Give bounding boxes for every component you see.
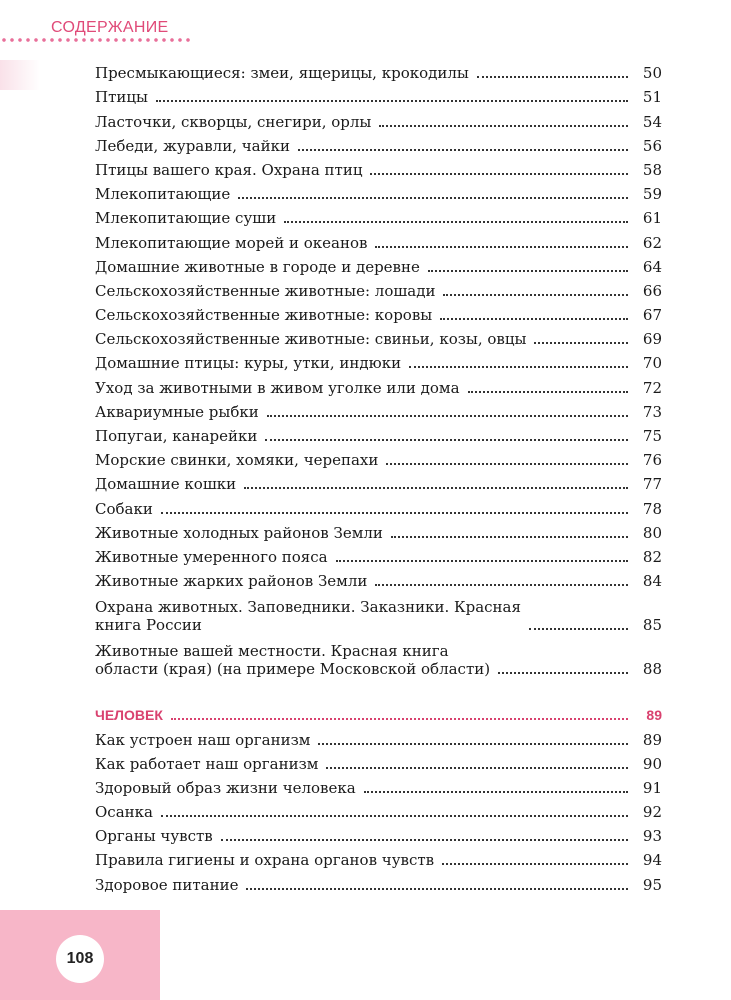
- toc-entry: [95, 566, 662, 590]
- dot-leader: [443, 294, 628, 296]
- toc-entry-title-line: Животные холодных районов Земли: [95, 523, 383, 542]
- dot-leader: [364, 791, 628, 793]
- toc-page-number: 89: [642, 730, 662, 749]
- toc-entry-title-line: Попугаи, канарейки: [95, 427, 258, 445]
- toc-page-number: 61: [642, 209, 662, 228]
- section-header-title: СОДЕРЖАНИЕ: [51, 19, 169, 36]
- toc-entry: [95, 445, 662, 469]
- toc-entry-title-line: Правила гигиены и охрана органов чувств: [95, 851, 435, 870]
- toc-page-number: 64: [642, 257, 662, 276]
- decorative-margin-band: [0, 60, 40, 90]
- dot-leader: [442, 863, 628, 865]
- dot-leader: [468, 391, 628, 393]
- toc-entry-title: [95, 403, 259, 421]
- toc-entry: [95, 203, 662, 227]
- toc-entry-title-line: Лебеди, журавли, чайки: [95, 136, 290, 155]
- toc-entry-title-line: Уход за животными в живом уголке или дома: [95, 378, 460, 397]
- toc-page-number: 51: [642, 88, 662, 107]
- toc-entry-title-line: Млекопитающие: [95, 185, 231, 204]
- toc-page-number: 56: [642, 136, 662, 155]
- toc-entry-title: [95, 427, 257, 445]
- toc-entry-title-line: Ласточки, скворцы, снегири, орлы: [95, 112, 372, 131]
- toc-page-number: 85: [642, 616, 662, 635]
- dot-leader: [375, 584, 628, 586]
- header-dotted-rule: [0, 36, 190, 44]
- toc-page-number: 91: [642, 778, 662, 797]
- toc-entry-title: [95, 113, 371, 131]
- dot-leader: [529, 628, 628, 630]
- toc-entry-title: [95, 779, 356, 797]
- toc-page-number: 58: [642, 160, 662, 179]
- toc-entry-title: [95, 234, 367, 252]
- toc-entry: [95, 82, 662, 106]
- toc-entry: [95, 397, 662, 421]
- toc-entry-title-line: Сельскохозяйственные животные: коровы: [95, 306, 433, 325]
- dot-leader: [156, 100, 628, 102]
- toc-entry-title-line: Здоровый образ жизни человека: [95, 778, 356, 797]
- dot-leader: [386, 463, 628, 465]
- toc-page-number: 69: [642, 330, 662, 349]
- dot-leader: [534, 342, 628, 344]
- toc-page-number: 89: [646, 707, 662, 724]
- dot-leader: [498, 672, 628, 674]
- table-of-contents: [95, 58, 662, 894]
- toc-entry: [95, 421, 662, 445]
- toc-entry-title: [95, 137, 290, 155]
- toc-page-number: 73: [642, 402, 662, 421]
- dot-leader: [171, 718, 628, 720]
- toc-entry-title-line: Осанка: [95, 803, 153, 822]
- toc-entry-title: [95, 185, 230, 203]
- toc-entry: [95, 155, 662, 179]
- dot-leader: [379, 125, 628, 127]
- dot-leader: [161, 815, 628, 817]
- toc-page-number: 67: [642, 306, 662, 325]
- toc-entry-title: [95, 330, 526, 348]
- toc-entry: [95, 131, 662, 155]
- toc-entry-title-line: Птицы: [95, 88, 148, 107]
- dot-leader: [298, 149, 628, 151]
- toc-entry-title-line: Млекопитающие суши: [95, 209, 277, 228]
- toc-page-number: 84: [642, 572, 662, 591]
- toc-page-number: 88: [642, 660, 662, 679]
- dot-leader: [336, 560, 628, 562]
- toc-entry-title-line: Морские свинки, хомяки, черепахи: [95, 451, 379, 470]
- dot-leader: [477, 76, 628, 78]
- toc-entry: [95, 797, 662, 821]
- toc-entry-title: [95, 731, 310, 749]
- toc-page-number: 72: [642, 378, 662, 397]
- toc-entry-title-line: Охрана животных. Заповедники. Заказники. Красная: [95, 598, 521, 617]
- toc-page-number: 59: [642, 185, 662, 204]
- toc-entry: [95, 106, 662, 130]
- toc-page-number: 80: [642, 523, 662, 542]
- toc-entry-title: [95, 451, 378, 469]
- toc-page-number: 82: [642, 547, 662, 566]
- toc-entry-title: [95, 572, 367, 590]
- dot-leader: [265, 439, 628, 441]
- toc-entry-title: [95, 209, 276, 227]
- toc-entry-title: [95, 88, 148, 106]
- toc-entry: [95, 724, 662, 748]
- toc-entry-title-line: Животные умеренного пояса: [95, 547, 328, 566]
- toc-entry: [95, 372, 662, 396]
- toc-entry-title: [95, 379, 460, 397]
- toc-entry: [95, 542, 662, 566]
- toc-entry-title-line: Птицы вашего края. Охрана птиц: [95, 160, 363, 179]
- toc-page-number: 54: [642, 112, 662, 131]
- dot-leader: [326, 767, 628, 769]
- toc-entry-title: [95, 876, 238, 894]
- toc-entry-title: [95, 755, 318, 773]
- toc-entry: [95, 845, 662, 869]
- toc-entry-title: [95, 258, 420, 276]
- toc-page-number: 76: [642, 451, 662, 470]
- dot-leader: [221, 839, 628, 841]
- toc-entry: [95, 821, 662, 845]
- toc-page-number: 93: [642, 827, 662, 846]
- toc-entry-title: [95, 524, 383, 542]
- toc-entry-title-line: Домашние животные в городе и деревне: [95, 257, 420, 276]
- toc-entry: [95, 324, 662, 348]
- toc-entry-title-line: Органы чувств: [95, 827, 213, 846]
- toc-page-number: 66: [642, 281, 662, 300]
- toc-entry-title-line: Домашние кошки: [95, 475, 237, 494]
- dot-leader: [238, 197, 628, 199]
- toc-entry: [95, 276, 662, 300]
- toc-entry: [95, 252, 662, 276]
- dot-leader: [244, 487, 628, 489]
- toc-entry-title-line: Животные жарких районов Земли: [95, 572, 368, 591]
- toc-page-number: 78: [642, 499, 662, 518]
- toc-page-number: 62: [642, 233, 662, 252]
- toc-entry-title: [95, 500, 153, 518]
- toc-entry: [95, 469, 662, 493]
- dot-leader: [370, 173, 628, 175]
- dot-leader: [391, 536, 628, 538]
- toc-page-number: 77: [642, 475, 662, 494]
- toc-entry-title-line: Собаки: [95, 499, 153, 518]
- toc-entry: [95, 518, 662, 542]
- toc-entry-title-line: Здоровое питание: [95, 875, 239, 894]
- toc-entry-title: [95, 851, 434, 869]
- toc-entry: [95, 869, 662, 893]
- toc-entry-title: [95, 306, 432, 324]
- toc-entry: [95, 227, 662, 251]
- toc-entry-title: [95, 64, 469, 82]
- dot-leader: [161, 512, 628, 514]
- dot-leader: [246, 888, 628, 890]
- toc-entry: [95, 179, 662, 203]
- dot-leader: [284, 221, 628, 223]
- toc-entry-title: [95, 282, 435, 300]
- dot-leader: [267, 415, 628, 417]
- dot-leader: [318, 743, 628, 745]
- dot-leader: [375, 246, 628, 248]
- toc-entry-title-line: книга России: [95, 616, 202, 635]
- toc-entry-title-line: Как устроен наш организм: [95, 730, 311, 749]
- toc-entry-title: [95, 475, 236, 493]
- toc-page-number: 94: [642, 851, 662, 870]
- page-number-badge: [56, 935, 104, 983]
- toc-entry-title: [95, 642, 490, 678]
- toc-entry-title: [95, 598, 521, 634]
- toc-entry: [95, 773, 662, 797]
- toc-page-number: 75: [642, 427, 662, 445]
- toc-page-number: 50: [642, 64, 662, 83]
- toc-entry-title-line: Животные вашей местности. Красная книга: [95, 642, 449, 661]
- toc-entry: [95, 493, 662, 517]
- toc-entry: [95, 58, 662, 82]
- toc-entry-title-line: Аквариумные рыбки: [95, 402, 259, 421]
- toc-entry-title-line: Пресмыкающиеся: змеи, ящерицы, крокодилы: [95, 64, 469, 83]
- toc-entry-title-line: Сельскохозяйственные животные: свиньи, козы, овцы: [95, 330, 527, 349]
- toc-entry-title-line: Сельскохозяйственные животные: лошади: [95, 281, 436, 300]
- toc-entry-title: [95, 803, 153, 821]
- toc-entry: [95, 300, 662, 324]
- toc-entry: [95, 590, 662, 634]
- toc-entry-title: [95, 827, 213, 845]
- toc-entry: [95, 749, 662, 773]
- toc-entry-title: ЧЕЛОВЕК: [95, 707, 163, 724]
- dot-leader: [428, 270, 628, 272]
- toc-entry-title: [95, 354, 401, 372]
- toc-entry-title: [95, 161, 362, 179]
- toc-entry-title-line: Домашние птицы: куры, утки, индюки: [95, 354, 402, 373]
- dot-leader: [409, 366, 628, 368]
- toc-entry-title-line: области (края) (на примере Московской области): [95, 660, 491, 679]
- toc-entry-title-line: Млекопитающие морей и океанов: [95, 233, 368, 252]
- dot-leader: [440, 318, 628, 320]
- toc-entry: [95, 348, 662, 372]
- page-number: 108: [66, 950, 94, 967]
- toc-page-number: 90: [642, 754, 662, 773]
- toc-page-number: 70: [642, 354, 662, 373]
- toc-page-number: 95: [642, 875, 662, 894]
- toc-section-heading: [95, 700, 662, 724]
- toc-entry-title: [95, 548, 328, 566]
- toc-page-number: 92: [642, 803, 662, 822]
- toc-entry: [95, 634, 662, 678]
- toc-entry-title-line: Как работает наш организм: [95, 754, 319, 773]
